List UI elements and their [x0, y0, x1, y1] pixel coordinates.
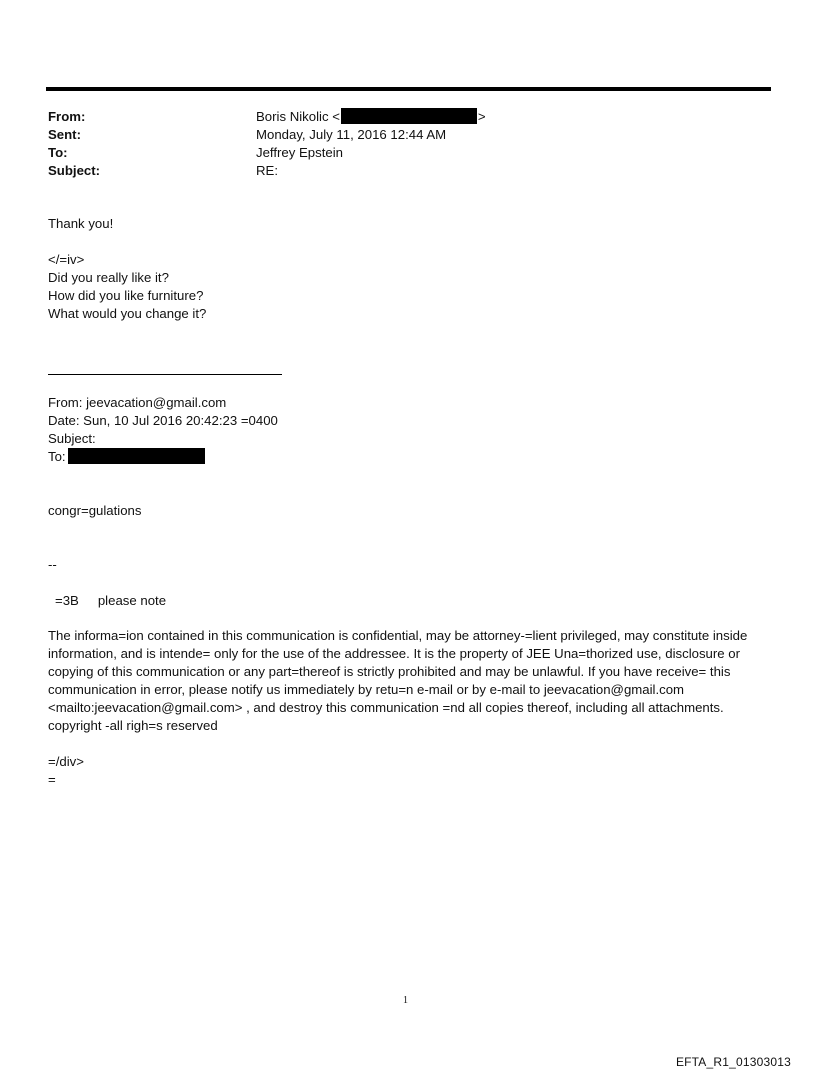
quoted-date: Date: Sun, 10 Jul 2016 20:42:23 =0400 — [48, 413, 278, 428]
body-question-2: How did you like furniture? — [48, 288, 204, 303]
email-header — [48, 108, 768, 180]
page-number: 1 — [403, 995, 408, 1006]
redaction-block — [341, 108, 477, 124]
sent-label: Sent: — [48, 127, 81, 142]
body-thank-you: Thank you! — [48, 216, 114, 231]
quoted-message: congr=gulations — [48, 503, 142, 518]
to-label: To: — [48, 145, 68, 160]
quoted-to-label: To: — [48, 449, 66, 464]
from-label: From: — [48, 109, 86, 124]
header-from-row — [48, 108, 768, 126]
sent-value: Monday, July 11, 2016 12:44 AM — [256, 127, 447, 142]
div-close-fragment: =/div> — [48, 754, 84, 769]
to-value: Jeffrey Epstein — [256, 145, 343, 160]
from-name: Boris Nikolic < — [256, 109, 340, 124]
quoted-subject: Subject: — [48, 431, 96, 446]
subject-value: RE: — [256, 163, 278, 178]
header-subject-row — [48, 162, 768, 180]
separator-rule — [48, 374, 282, 375]
quoted-to-row — [48, 448, 205, 466]
redaction-block — [68, 448, 205, 464]
signature-dashes: -- — [48, 557, 57, 572]
note-prefix: =3B — [55, 593, 79, 608]
note-text: please note — [97, 593, 167, 608]
top-rule — [46, 87, 771, 91]
header-to-row — [48, 144, 768, 162]
note-row — [55, 592, 166, 610]
header-sent-row — [48, 126, 768, 144]
bates-number: EFTA_R1_01303013 — [675, 1055, 791, 1069]
quoted-from: From: jeevacation@gmail.com — [48, 395, 227, 410]
body-question-3: What would you change it? — [48, 306, 207, 321]
body-div-fragment: </=iv> — [48, 252, 85, 267]
equals-fragment: = — [48, 772, 56, 787]
confidentiality-disclaimer: The informa=ion contained in this communication is confidential, may be attorney-=lient privileged, may constitute inside information, and is intende= only for the use of the addressee. It is the property of JEE Una=thorized use, disclosure or copying of this communication or any part=thereof is strictly prohibited and may be unlawful. If you have receive= this communication in error, please notify us immediately by retu=n e-mail or by e-mail to jeevacation@gmail.com <mailto:jeevacation@gmail.com> , and destroy this communication =nd all copies thereof, including all attachments. copyright -all righ=s reserved — [48, 628, 748, 733]
from-close-bracket: > — [477, 109, 486, 124]
subject-label: Subject: — [48, 163, 101, 178]
from-value — [256, 108, 486, 126]
body-question-1: Did you really like it? — [48, 270, 169, 285]
